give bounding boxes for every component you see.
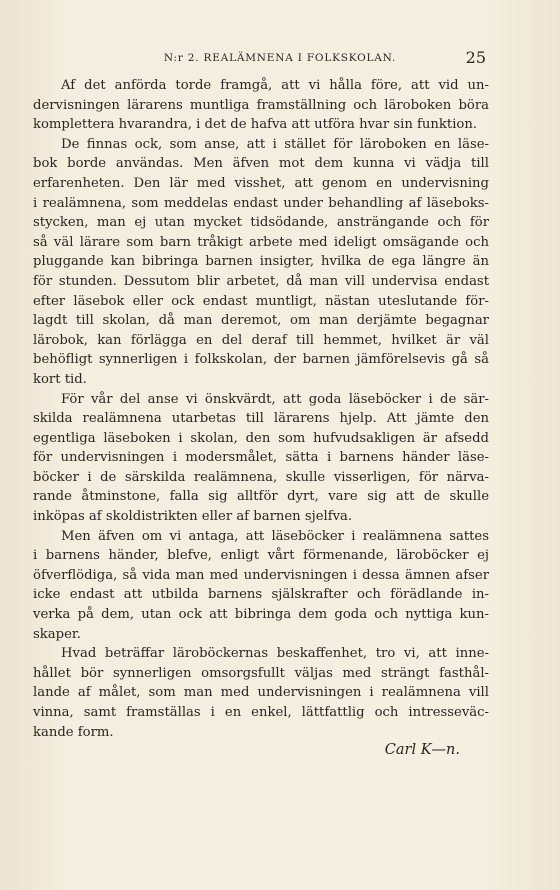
text-line: vinna, samt framställas i en enkel, lättfattlig och intresseväc- <box>33 705 489 720</box>
text-line: öfverflödiga, så vida man med undervisningen i dessa ämnen afser <box>33 567 489 583</box>
text-line: verka på dem, utan ock att bibringa dem goda och nyttiga kun- <box>33 607 489 623</box>
author-signature: Carl K—n. <box>384 742 460 758</box>
text-line: pluggande kan bibringa barnen insigter, hvilka de ega längre än <box>33 254 489 270</box>
text-line: hållet bör synnerligen omsorgsfullt väljas med strängt fasthål- <box>33 665 489 681</box>
text-line: lagdt till skolan, då man deremot, om man derjämte begagnar <box>33 313 489 329</box>
text-line: skaper. <box>33 626 81 642</box>
text-line: Hvad beträffar läroböckernas beskaffenhet, tro vi, att inne- <box>61 646 489 662</box>
text-line: för stunden. Dessutom blir arbetet, då man vill undervisa endast <box>33 273 489 289</box>
text-line: behöfligt synnerligen i folkskolan, der barnen jämförelsevis gå så <box>33 352 489 368</box>
text-line: böcker i de särskilda realämnena, skulle visserligen, för närva- <box>33 469 489 485</box>
text-line: efter läsebok eller ock endast muntligt, nästan uteslutande för- <box>33 293 489 309</box>
paragraph <box>33 644 489 742</box>
text-line: De finnas ock, som anse, att i stället för läroboken en läse- <box>61 136 489 152</box>
text-line: bok borde användas. Men äfven mot dem kunna vi vädja till <box>33 156 489 172</box>
paragraph <box>33 135 489 390</box>
text-line: i barnens händer, blefve, enligt vårt förmenande, läroböcker ej <box>33 548 489 564</box>
text-line: Men äfven om vi antaga, att läseböcker i realämnena sattes <box>61 528 489 544</box>
text-line: egentliga läseboken i skolan, den som hufvudsakligen är afsedd <box>33 430 489 446</box>
text-line: lande af målet, som man med undervisningen i realämnena vill <box>33 685 489 701</box>
text-line: stycken, man ej utan mycket tidsödande, ansträngande och för <box>33 215 489 231</box>
text-line: skilda realämnena utarbetas till lärarens hjelp. Att jämte den <box>33 411 489 427</box>
text-line: kande form. <box>33 724 114 740</box>
page-header <box>0 48 560 70</box>
text-line: erfarenheten. Den lär med visshet, att genom en undervisning <box>33 175 489 191</box>
text-line: lärobok, kan förlägga en del deraf till hemmet, hvilket är väl <box>33 332 489 348</box>
text-line: icke endast att utbilda barnens själskrafter och förädlande in- <box>33 587 489 603</box>
text-line: så väl lärare som barn tråkigt arbete med ideligt omsägande och <box>33 234 489 250</box>
text-line: för undervisningen i modersmålet, sätta i barnens händer läse- <box>33 450 489 466</box>
text-line: kort tid. <box>33 371 87 387</box>
running-head: N:r 2. REALÄMNENA I FOLKSKOLAN. <box>163 52 397 64</box>
text-line: komplettera hvarandra, i det de hafva att utföra hvar sin funktion. <box>33 117 478 133</box>
paragraph <box>33 76 489 135</box>
paragraph <box>33 527 489 645</box>
text-line: För vår del anse vi önskvärdt, att goda läseböcker i de sär- <box>61 391 489 407</box>
text-line: dervisningen lärarens muntliga framställning och läroboken böra <box>33 97 489 113</box>
text-line: rande åtminstone, falla sig alltför dyrt, vare sig att de skulle <box>33 489 489 505</box>
body-text <box>33 76 489 742</box>
text-line: Af det anförda torde framgå, att vi hålla före, att vid un- <box>61 78 489 93</box>
paragraph <box>33 390 489 527</box>
text-line: i realämnena, som meddelas endast under behandling af läseboks- <box>33 195 489 211</box>
text-line: inköpas af skoldistrikten eller af barnen sjelfva. <box>33 509 353 525</box>
page-number: 25 <box>465 48 486 67</box>
